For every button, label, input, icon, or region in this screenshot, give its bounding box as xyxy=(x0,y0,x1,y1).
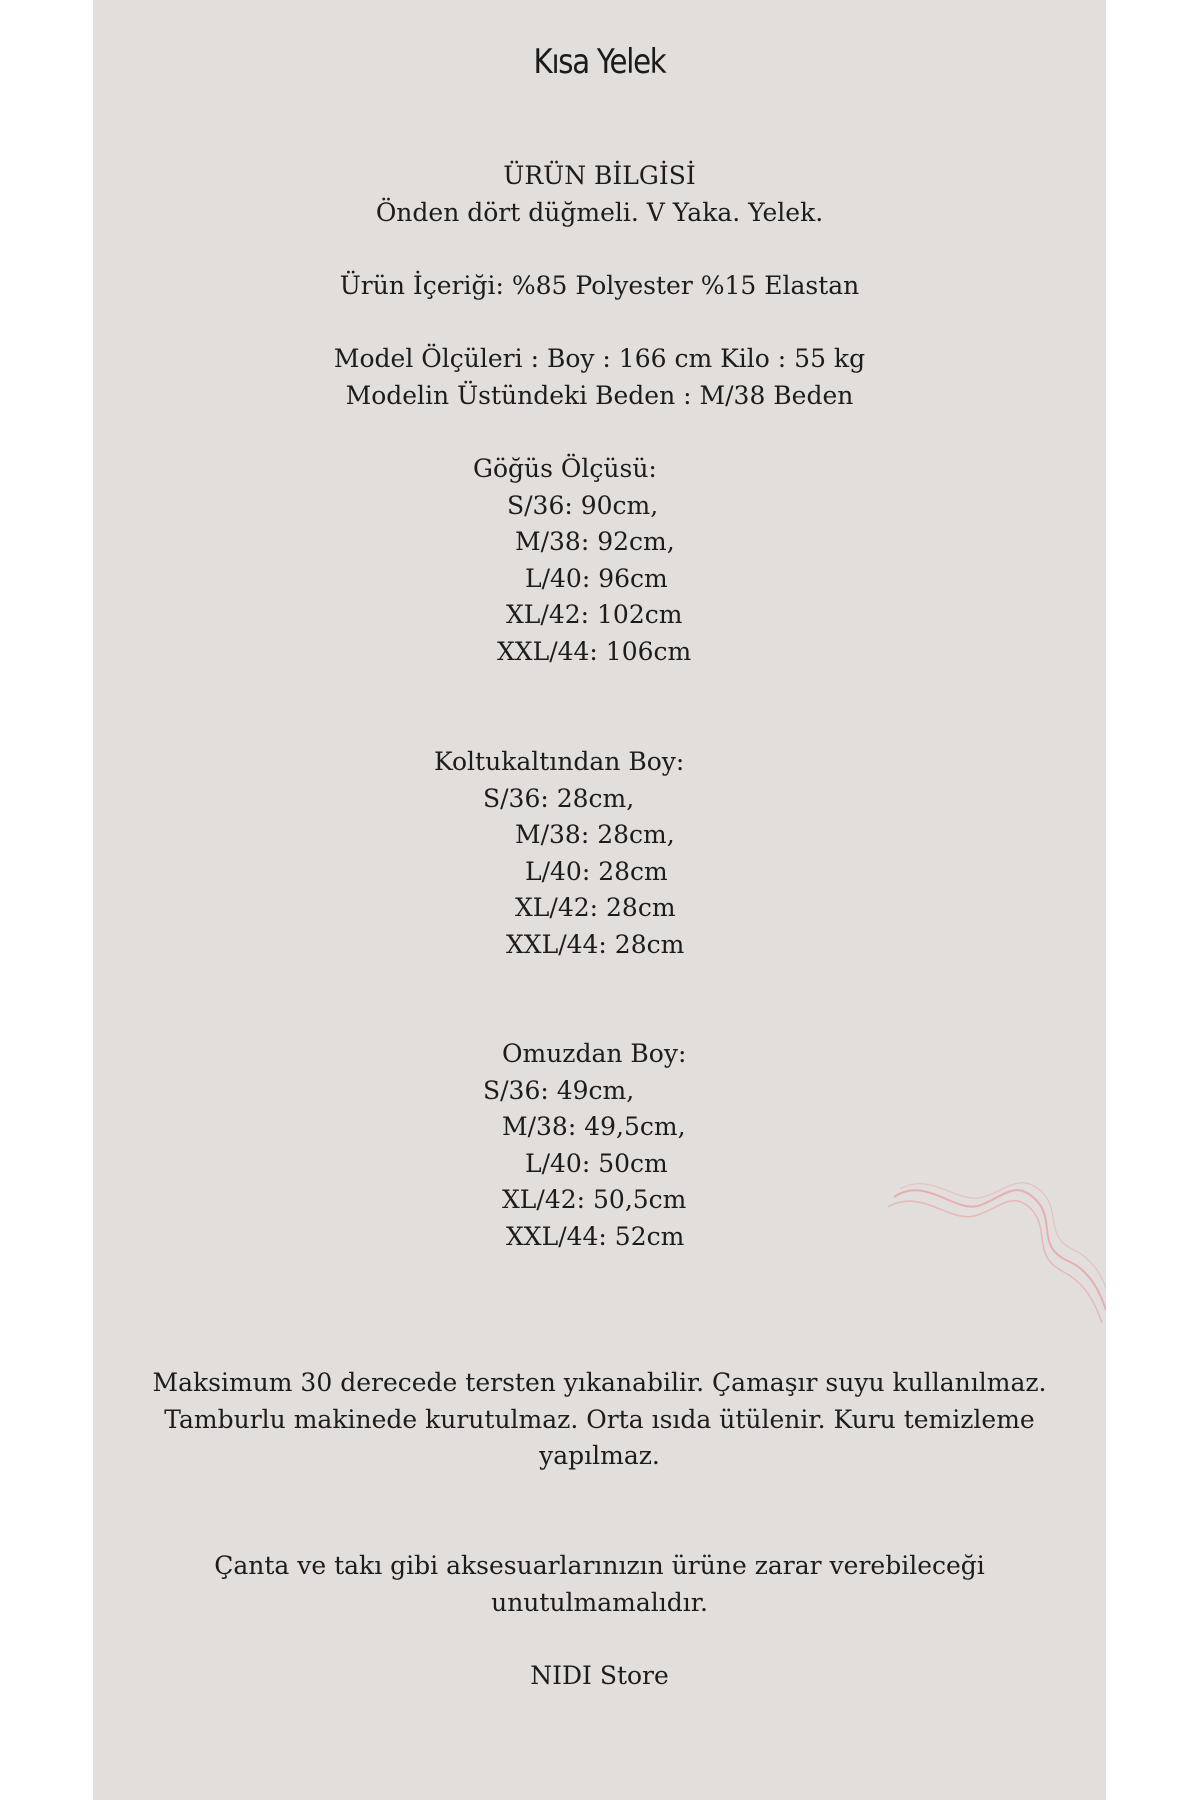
product-info-page xyxy=(93,0,1106,1800)
chest-row: S/36: 90cm, xyxy=(507,491,659,520)
accessory-warning: Çanta ve takı gibi aksesuarlarınızın ürüne zarar verebileceği unutulmamalıdır. xyxy=(214,1551,985,1617)
shoulder-row: S/36: 49cm, xyxy=(483,1076,635,1105)
product-info-heading: ÜRÜN BİLGİSİ xyxy=(503,161,696,190)
underarm-row: XXL/44: 28cm xyxy=(506,930,685,959)
shoulder-row: M/38: 49,5cm, xyxy=(502,1112,686,1141)
underarm-heading: Koltukaltından Boy: xyxy=(434,747,685,776)
shoulder-heading: Omuzdan Boy: xyxy=(502,1039,687,1068)
chest-row: M/38: 92cm, xyxy=(515,527,675,556)
decorative-lines-icon xyxy=(886,1175,1106,1325)
model-info xyxy=(93,341,1106,414)
care-instructions: Maksimum 30 derecede tersten yıkanabilir. Çamaşır suyu kullanılmaz. Tamburlu makinede kurutulmaz. Orta ısıda ütülenir. Kuru temizleme yapılmaz. xyxy=(152,1368,1047,1471)
chest-heading: Göğüs Ölçüsü: xyxy=(473,454,657,483)
underarm-row: XL/42: 28cm xyxy=(515,893,676,922)
store-name: NIDI Store xyxy=(530,1661,669,1690)
model-size: Modelin Üstündeki Beden : M/38 Beden xyxy=(345,380,854,410)
page-title: Kısa Yelek xyxy=(533,42,666,82)
product-description: Önden dört düğmeli. V Yaka. Yelek. xyxy=(375,197,824,227)
underarm-row: M/38: 28cm, xyxy=(515,820,675,849)
product-intro xyxy=(93,158,1106,231)
fabric-content: Ürün İçeriği: %85 Polyester %15 Elastan xyxy=(339,271,860,300)
shoulder-row: XL/42: 50,5cm xyxy=(502,1185,687,1214)
chest-row: XL/42: 102cm xyxy=(506,600,683,629)
underarm-row: L/40: 28cm xyxy=(525,857,668,886)
shoulder-row: XXL/44: 52cm xyxy=(506,1222,685,1251)
chest-row: XXL/44: 106cm xyxy=(497,637,692,666)
chest-row: L/40: 96cm xyxy=(525,564,668,593)
shoulder-row: L/40: 50cm xyxy=(525,1149,668,1178)
model-measurements: Model Ölçüleri : Boy : 166 cm Kilo : 55 kg xyxy=(333,344,866,373)
underarm-row: S/36: 28cm, xyxy=(483,784,635,813)
